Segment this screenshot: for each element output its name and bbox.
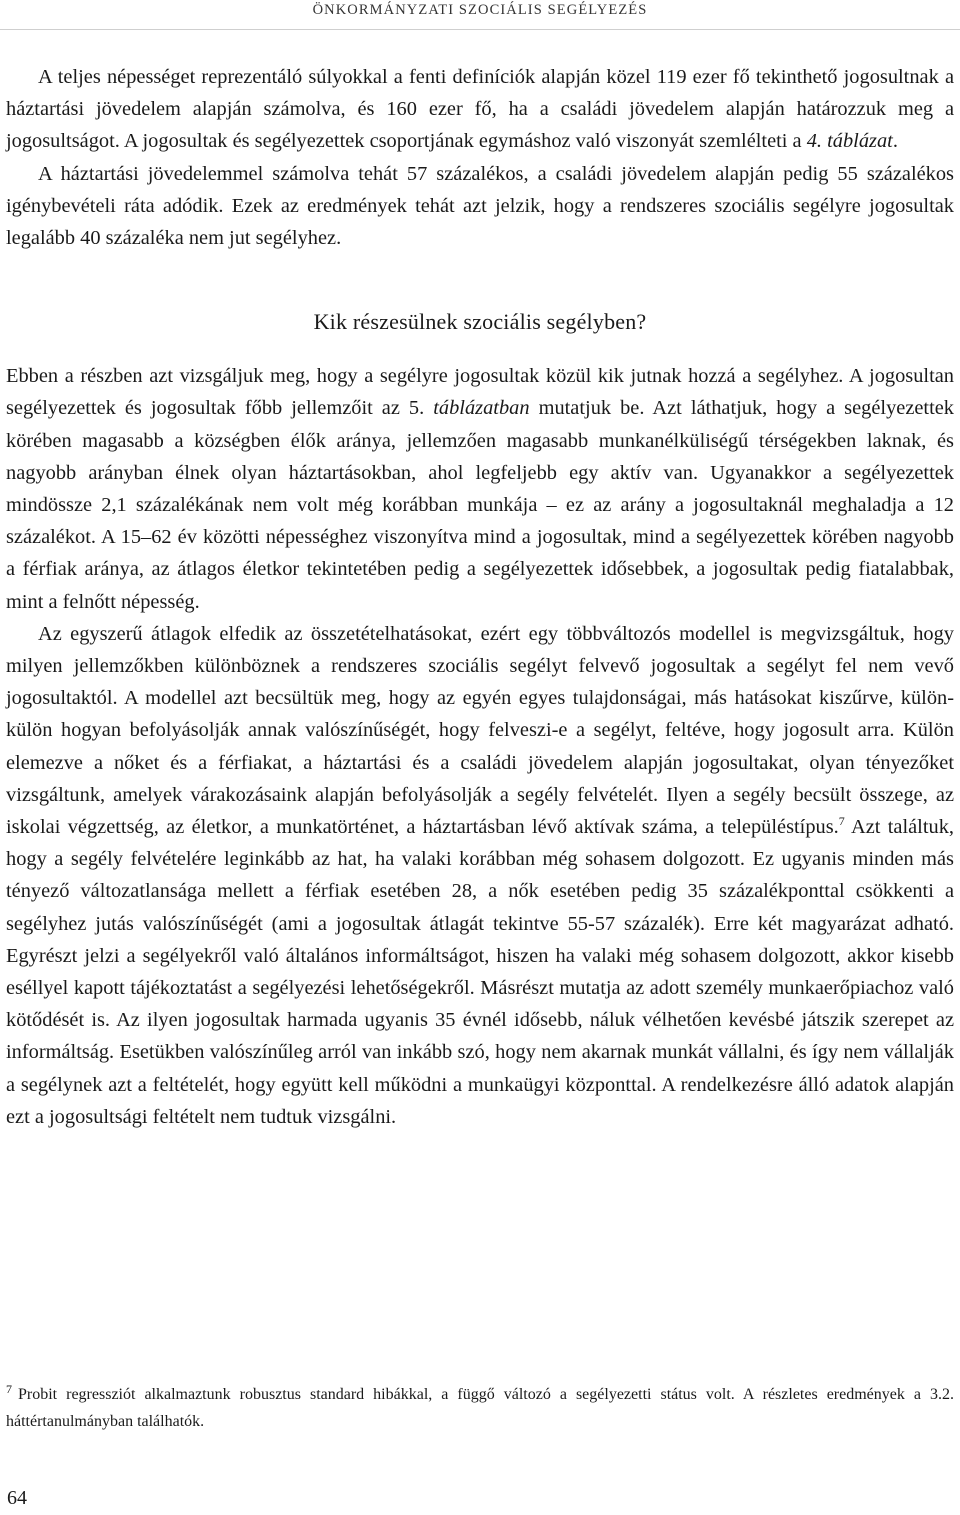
- section-heading: Kik részesülnek szociális segélyben?: [313, 309, 647, 335]
- footnote: [6, 1376, 954, 1435]
- running-header: ÖNKORMÁNYZATI SZOCIÁLIS SEGÉLYEZÉS: [312, 2, 648, 18]
- footnote-number: 7: [6, 1382, 12, 1396]
- footnote-text: Probit regressziót alkalmaztunk robusztus standard hibákkal, a függő változó a segélyezetti státus volt. A részletes eredmények a 3.2. háttértanulmányban találhatók.: [6, 1386, 954, 1430]
- paragraph-1-end: .: [892, 130, 898, 153]
- page-number: 64: [7, 1487, 27, 1509]
- paragraph-3: [6, 360, 954, 618]
- paragraph-2: A háztartási jövedelemmel számolva tehát 57 százalékos, a családi jövedelem alapján pedig 55 százalékos igénybevételi ráta adódik. Ezek az eredmények tehát azt jelzik, hogy a rendszeres szociális segélyre jogosultak legalább 40 százaléka nem jut segélyhez.: [6, 162, 954, 250]
- table-reference: 4. táblázat: [806, 130, 893, 153]
- paragraph-1: [6, 61, 954, 158]
- paragraph-4: [6, 618, 954, 1133]
- paragraph-3-rest: mutatjuk be. Azt láthatjuk, hogy a segélyezettek körében magasabb a községben élők aránya, jellemzően magasabb munkanélküliségű térségekben laknak, és nagyobb arányban élnek olyan háztartásokban, ahol legfeljebb egy aktív van. Ugyanakkor a segélyezettek mindössze 2,1 százalékának nem volt még korábban munkája – ez az arány a jogosultaknál meghaladja a 12 százalékot. A 15–62 év közötti népességhez viszonyítva mind a jogosultak, mind a segélyezettek körében nagyobb a férfiak aránya, az átlagos életkor tekintetében pedig a segélyezettek idősebbek, a jogosultak pedig fiatalabbak, mint a felnőtt népesség.: [6, 397, 954, 613]
- main-text: [6, 61, 954, 1133]
- header-rule: [0, 29, 960, 30]
- table-reference: táblázatban: [433, 397, 530, 420]
- paragraph-4-text: Az egyszerű átlagok elfedik az összetételhatásokat, ezért egy többváltozós modellel is megvizsgáltuk, hogy milyen jellemzőkben különböznek a rendszeres szociális segélyt felvevő jogosultak a segélyt fel nem vevő jogosultaktól. A modellel azt becsültük meg, hogy az egyén egyes tulajdonságai, más hatásokat kiszűrve, külön-külön hogyan befolyásolják annak valószínűségét, hogy felveszi-e a segélyt, feltéve, hogy jogosult arra. Külön elemezve a nőket és a férfiakat, a háztartási és a családi jövedelem alapján jogosultakat, olyan tényezőket vizsgáltunk, amelyek várakozásaink alapján befolyásolják a segély felvételét. Ilyen a segély becsült összege, az iskolai végzettség, az életkor, a munkatörténet, a háztartásban lévő aktívak száma, a településtípus.: [6, 622, 954, 839]
- paragraph-4-rest: Azt találtuk, hogy a segély felvételére leginkább az hat, ha valaki korábban még sohasem dolgozott. Ez ugyanis minden más tényező változatlansága mellett a férfiak esetében 28, a nők esetében pedig 35 százalékponttal csökkenti a segélyhez jutás valószínűségét (ami a jogosultak átlagát tekintve 55-57 százalék). Erre két magyarázat adható. Egyrészt jelzi a segélyekről való általános informáltságot, hiszen ha valaki még sohasem dolgozott, akkor kisebb eséllyel kapott tájékoztatást a segélyezési lehetőségekről. Másrészt mutatja az adott személy munkaerőpiachoz való kötődését is. Az ilyen jogosultak harmada ugyanis 35 évnél idősebb, náluk vélhetően kevésbé játszik szerepet az informáltság. Esetükben valószínűleg arról van inkább szó, hogy nem akarnak munkát vállalni, és így nem vállalják a segélynek azt a feltételét, hogy együtt kell működni a munkaügyi központtal. A rendelkezésre álló adatok alapján ezt a jogosultsági feltételt nem tudtuk vizsgálni.: [6, 816, 955, 1128]
- footnote-reference: 7: [838, 814, 845, 829]
- paragraph-1-text: A teljes népességet reprezentáló súlyokkal a fenti definíciók alapján közel 119 ezer fő tekinthető jogosultnak a háztartási jövedelem alapján számolva, és 160 ezer fő, ha a családi jövedelem alapján határozzuk meg a jogosultságot. A jogosultak és segélyezettek csoportjának egymáshoz való viszonyát szemlélteti a: [6, 66, 954, 153]
- paragraph-3-text: Ebben a részben azt vizsgáljuk meg, hogy a segélyre jogosultak közül kik jutnak hozzá a segélyhez. A jogosultan segélyezettek és jogosultak főbb jellemzőit az 5.: [6, 365, 954, 420]
